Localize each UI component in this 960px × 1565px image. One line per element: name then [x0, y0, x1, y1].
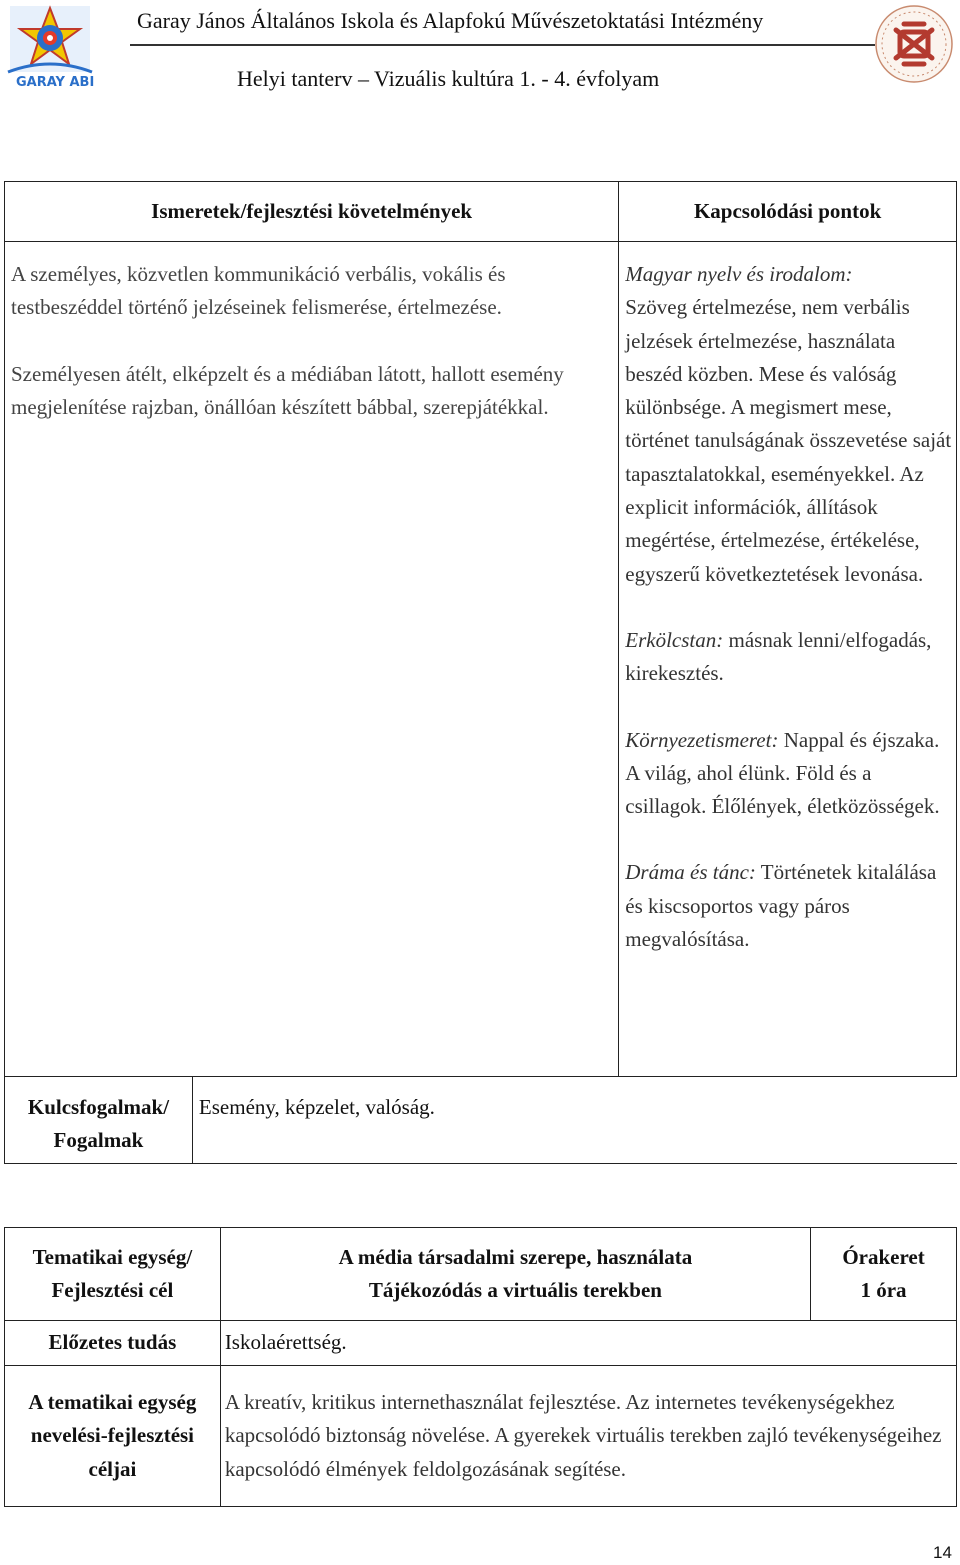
header-divider — [130, 44, 875, 46]
text-ethics: másnak lenni/elfogadás, kirekesztés. — [625, 627, 932, 686]
thematic-unit-label-line1: Tematikai egység/ — [32, 1244, 193, 1269]
subject-ethics: Erkölcstan: — [625, 627, 724, 652]
text-hungarian: Szöveg értelmezése, nem verbális jelzések értelmezése, használata beszéd közben. Mese és valóság különbsége. A megismert mese, történet tanulságának összevetése saját tapasztalatokkal, eseményekkel. Az explicit információk, állítások megértése, értelmezése, értékelése, egyszerű következtetések levonása. — [625, 295, 952, 586]
connection-environment — [625, 724, 952, 824]
document-subtitle: Helyi tanterv – Vizuális kultúra 1. - 4. évfolyam — [237, 66, 660, 91]
page-number: 14 — [933, 1543, 952, 1562]
prior-knowledge-label: Előzetes tudás — [5, 1321, 221, 1366]
thematic-unit-title — [220, 1228, 810, 1321]
col-header-requirements: Ismeretek/fejlesztési követelmények — [5, 182, 619, 242]
hours-cell — [811, 1228, 957, 1321]
col-header-connections: Kapcsolódási pontok — [619, 182, 957, 242]
hours-value: 1 óra — [860, 1278, 907, 1302]
connection-hungarian — [625, 258, 952, 591]
key-concepts-label — [5, 1077, 193, 1164]
thematic-unit-table — [4, 1227, 957, 1507]
key-concepts-label-line1: Kulcsfogalmak/ — [27, 1095, 170, 1119]
logo-text: GARAY ABI — [16, 75, 95, 90]
requirements-table — [4, 181, 957, 1164]
key-concepts-value: Esemény, képzelet, valóság. — [192, 1077, 956, 1164]
school-logo-left — [2, 2, 97, 90]
requirement-1: A személyes, közvetlen kommunikáció verbális, vokális és testbeszéddel történő jelzéseinek felismerése, értelmezése. — [11, 262, 506, 320]
subject-drama: Dráma és tánc: — [625, 860, 756, 885]
goals-label: A tematikai egység nevelési-fejlesztési céljai — [5, 1366, 221, 1507]
connections-cell — [619, 242, 957, 1077]
requirement-2: Személyesen átélt, elképzelt és a médiában látott, hallott esemény megjelenítése rajzban, önállóan készített bábbal, szerepjátékkal. — [11, 361, 564, 419]
school-logo-right — [872, 4, 956, 84]
subject-environment: Környezetismeret: — [625, 727, 779, 752]
thematic-unit-label-line2: Fejlesztési cél — [51, 1278, 174, 1302]
subject-hungarian: Magyar nyelv és irodalom: — [625, 262, 853, 286]
thematic-unit-title-line2: Tájékozódás a virtuális terekben — [368, 1278, 662, 1302]
text-environment: Nappal és éjszaka. A világ, ahol élünk. Föld és a csillagok. Élőlények, életközösségek. — [625, 727, 940, 819]
school-name: Garay János Általános Iskola és Alapfokú Művészetoktatási Intézmény — [137, 8, 764, 33]
thematic-unit-title-line1: A média társadalmi szerepe, használata — [338, 1244, 693, 1269]
text-drama: Történetek kitalálása és kiscsoportos vagy páros megvalósítása. — [625, 860, 937, 952]
requirements-cell — [5, 242, 619, 1077]
hours-label: Órakeret — [842, 1244, 925, 1269]
key-concepts-label-line2: Fogalmak — [53, 1128, 144, 1152]
goals-value: A kreatív, kritikus internethasználat fejlesztése. Az internetes tevékenységekhez kapcsolódó biztonság növelése. A gyerekek virtuális terekben zajló tevékenységeihez kapcsolódó élmények feldolgozásának segítése. — [220, 1366, 956, 1507]
prior-knowledge-value: Iskolaérettség. — [220, 1321, 956, 1366]
connection-ethics — [625, 624, 952, 691]
connection-drama — [625, 856, 952, 956]
thematic-unit-label — [5, 1228, 221, 1321]
